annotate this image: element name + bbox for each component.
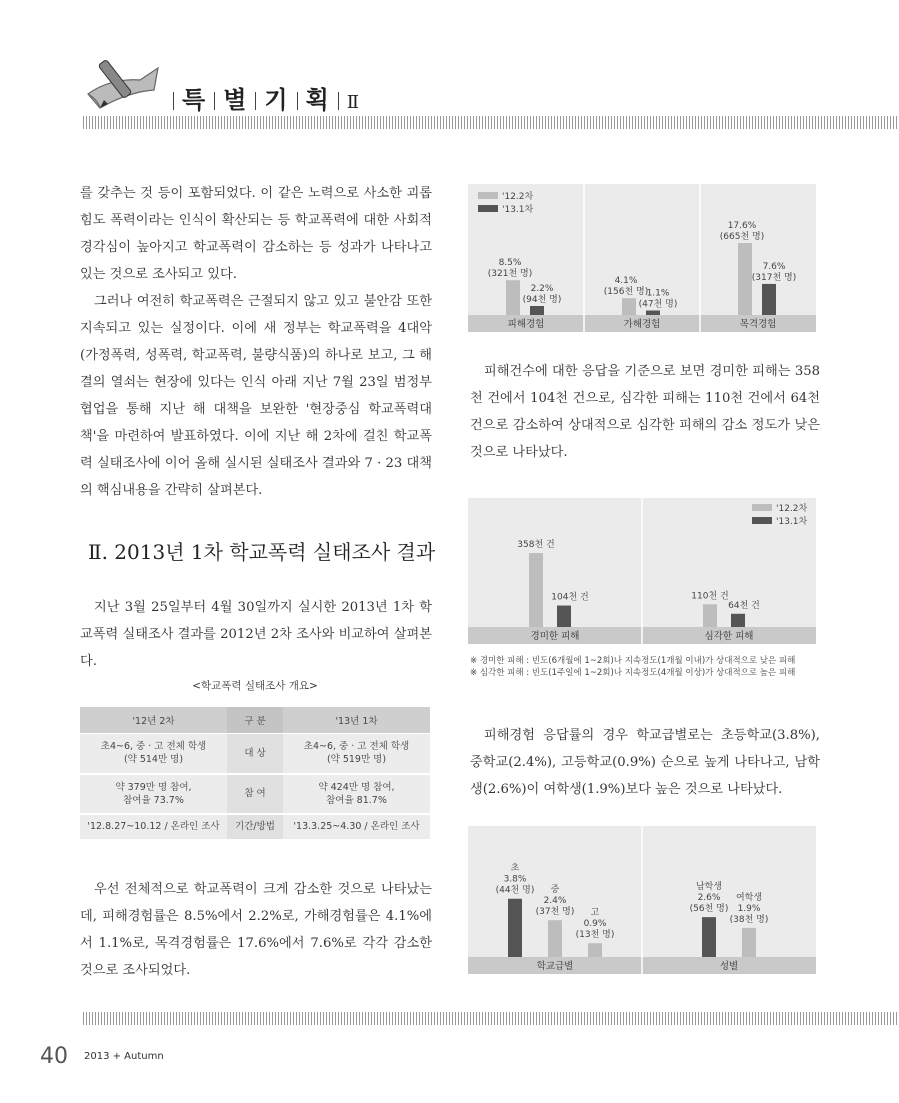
table-header-cell: '12년 2차 (80, 707, 227, 734)
data-label: 104천 건 (551, 592, 589, 603)
category-label: 심각한 피해 (704, 631, 754, 642)
legend-label: '13.1차 (776, 517, 808, 527)
bar (506, 280, 520, 315)
bar (703, 604, 717, 627)
legend-label: '12.2차 (776, 504, 808, 514)
bar (742, 928, 756, 957)
title-divider (338, 92, 339, 110)
legend-swatch (478, 205, 498, 212)
table-row (80, 774, 430, 814)
category-label: 가해경험 (623, 319, 661, 330)
table-cell: 약 379만 명 참여, 참여율 73.7% (80, 774, 227, 814)
table-header-cell: '13년 1차 (283, 707, 430, 734)
category-label: 성별 (719, 961, 739, 972)
bar (702, 917, 716, 957)
paragraph: 지난 3월 25일부터 4월 30일까지 실시한 2013년 1차 학교폭력 실태조사 결과를 2012년 2차 조사와 비교하여 살펴본다. (80, 600, 432, 669)
header-rule (83, 116, 899, 129)
data-label: 여학생 1.9% (38천 명) (729, 892, 769, 925)
title-divider (173, 92, 174, 110)
data-label: 17.6% (665천 명) (719, 221, 765, 243)
data-label: 7.6% (317천 명) (751, 261, 797, 283)
table-row (80, 734, 430, 774)
data-label: 2.2% (94천 명) (522, 284, 562, 306)
data-label: 중 2.4% (37천 명) (535, 885, 575, 918)
paragraph: 를 갖추는 것 등이 포함되었다. 이 같은 노력으로 사소한 괴롭힘도 폭력이라는 인식이 확산되는 등 학교폭력에 대한 사회적 경각심이 높아지고 학교폭력이 감소하는 등 성과가 나타나고 있는 것으로 조사되고 있다. (80, 186, 432, 282)
paragraph: 그러나 여전히 학교폭력은 근절되지 않고 있고 불안감 또한 지속되고 있는 실정이다. 이에 새 정부는 학교폭력을 4대악(가정폭력, 성폭력, 학교폭력, 불량식품)의 하나로 보고, 그 해결의 열쇠는 현장에 있다는 인식 아래 지난 7월 23일 범정부 협업을 통해 지난 해 대책을 보완한 '현장중심 학교폭력대책'을 마련하여 발표하였다. 이에 지난 해 2차에 걸친 학교폭력 실태조사에 이어 올해 실시된 실태조사 결과와 7 · 23 대책의 핵심내용을 간략히 살펴본다. (80, 294, 432, 498)
category-label: 경미한 피해 (530, 631, 580, 642)
paragraph: 피해건수에 대한 응답을 기준으로 보면 경미한 피해는 358천 건에서 104천 건으로, 심각한 피해는 110천 건에서 64천 건으로 감소하여 상대적으로 심각한 피해의 감소 정도가 낮은 것으로 나타났다. (470, 364, 820, 460)
title-number: Ⅱ (346, 92, 360, 113)
note-line: ※ 경미한 피해 : 빈도(6개월에 1~2회)나 지속정도(1개월 이내)가 상대적으로 낮은 피해 (470, 656, 796, 666)
bar (548, 920, 562, 957)
title-char: 기 (264, 86, 289, 114)
bar (646, 311, 660, 315)
bar (762, 284, 776, 315)
bar (738, 243, 752, 315)
left-column-bottom (80, 876, 432, 984)
table-caption: <학교폭력 실태조사 개요> (192, 680, 318, 692)
data-label: 110천 건 (691, 591, 729, 602)
bar (731, 614, 745, 627)
left-column-mid (80, 594, 432, 675)
bar (530, 306, 544, 315)
table-row (80, 814, 430, 840)
damage-count-chart-svg (468, 498, 816, 644)
title-divider (297, 92, 298, 110)
bar (557, 606, 571, 627)
legend-swatch (478, 192, 498, 199)
page-number: 40 (40, 1044, 68, 1069)
category-label: 피해경험 (507, 319, 545, 330)
title-divider (255, 92, 256, 110)
title-char: 특 (182, 86, 207, 114)
table-cell: 초4~6, 중 · 고 전체 학생 (약 514만 명) (80, 734, 227, 774)
legend-swatch (752, 517, 772, 524)
table-cell: '13.3.25~4.30 / 온라인 조사 (283, 814, 430, 840)
left-column-top (80, 180, 432, 504)
table-cell: 참 여 (227, 774, 283, 814)
table-cell: 약 424만 명 참여, 참여율 81.7% (283, 774, 430, 814)
legend-swatch (752, 504, 772, 511)
right-column-p1 (470, 358, 820, 466)
header-title (165, 80, 360, 115)
bar (508, 899, 522, 957)
bar (529, 553, 543, 627)
chart-notes (470, 655, 795, 679)
section-title: Ⅱ. 2013년 1차 학교폭력 실태조사 결과 (88, 540, 436, 564)
footer-rule (83, 1012, 899, 1025)
title-char: 별 (223, 86, 248, 114)
data-label: 64천 건 (728, 600, 760, 611)
note-line: ※ 심각한 피해 : 빈도(1주일에 1~2회)나 지속정도(4개월 이상)가 상대적으로 높은 피해 (470, 668, 796, 678)
victim-rate-by-group-chart (468, 826, 816, 974)
legend-label: '12.2차 (502, 192, 534, 202)
paragraph: 우선 전체적으로 학교폭력이 크게 감소한 것으로 나타났는데, 피해경험률은 8.5%에서 2.2%로, 가해경험률은 4.1%에서 1.1%로, 목격경험률은 17.6%에서 7.6%로 각각 감소한 것으로 조사되었다. (80, 882, 432, 978)
table-cell: '12.8.27~10.12 / 온라인 조사 (80, 814, 227, 840)
data-label: 초 3.8% (44천 명) (495, 863, 535, 896)
category-label: 목격경험 (739, 319, 777, 330)
bar (622, 298, 636, 315)
table-cell: 초4~6, 중 · 고 전체 학생 (약 519만 명) (283, 734, 430, 774)
issue-label: 2013 + Autumn (84, 1051, 164, 1062)
category-label: 학교급별 (536, 961, 574, 972)
survey-overview-table (80, 707, 430, 841)
title-divider (214, 92, 215, 110)
paragraph: 피해경험 응답률의 경우 학교급별로는 초등학교(3.8%), 중학교(2.4%), 고등학교(0.9%) 순으로 높게 나타나고, 남학생(2.6%)이 여학생(1.9%)보다 높은 것으로 나타났다. (470, 728, 820, 797)
experience-rate-chart-svg (468, 184, 816, 332)
data-label: 1.1% (47천 명) (638, 288, 678, 310)
data-label: 358천 건 (517, 540, 555, 551)
table-header-row (80, 707, 430, 734)
table-cell: 기간/방법 (227, 814, 283, 840)
right-column-p2 (470, 722, 820, 803)
damage-count-chart (468, 498, 816, 644)
title-char: 획 (305, 86, 330, 114)
legend-label: '13.1차 (502, 205, 534, 215)
bar (588, 943, 602, 957)
table-header-cell: 구 분 (227, 707, 283, 734)
data-label: 4.1% (156천 명) (603, 276, 649, 298)
victim-rate-by-group-chart-svg (468, 826, 816, 974)
data-label: 남학생 2.6% (56천 명) (689, 882, 729, 915)
data-label: 8.5% (321천 명) (487, 258, 533, 280)
data-label: 고 0.9% (13천 명) (575, 908, 615, 941)
experience-rate-chart (468, 184, 816, 332)
header-scroll-pen-icon (80, 50, 165, 120)
table-cell: 대 상 (227, 734, 283, 774)
